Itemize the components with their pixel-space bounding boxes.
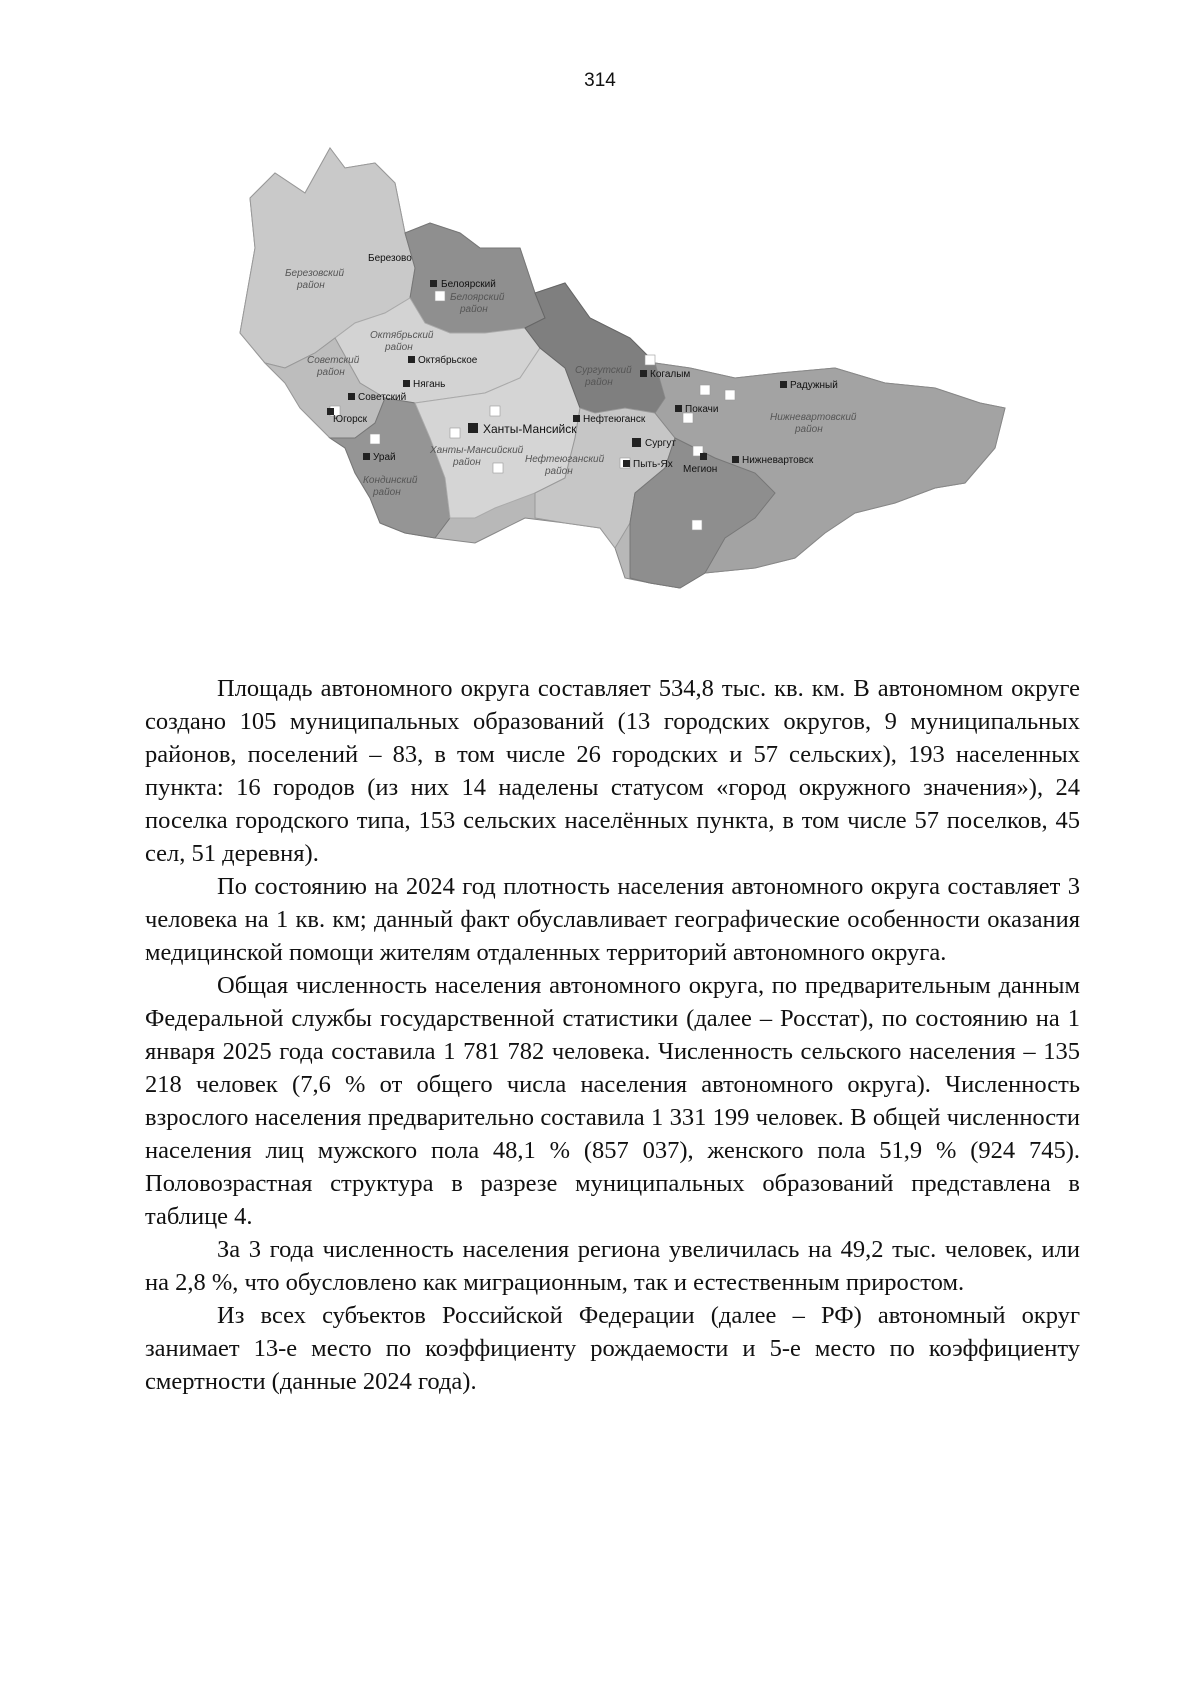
paragraph-area: Площадь автономного округа составляет 534,8 тыс. кв. км. В автономном округе создано 105 муниципальных образований (13 городских округов, 9 муниципальных районов, поселений – 83, в том числе 26 городских и 57 сельских), 193 населенных пункта: 16 городов (из них 14 наделены статусом «город окружного значения»), 24 поселка городского типа, 153 сельских населённых пункта, в том числе 57 поселков, 45 сел, 51 деревня).: [145, 675, 1080, 867]
region-label-oktyabrsky-1: Октябрьский: [370, 330, 434, 341]
district-map-svg: [235, 138, 1110, 638]
district-map: [235, 138, 1110, 638]
region-label-berezovsky-1: Березовский: [285, 268, 345, 279]
region-label-nizhnevartovsky-1: Нижневартовский: [770, 412, 857, 423]
city-label-pokachi: Покачи: [685, 404, 719, 415]
city-label-beloyarsky: Белоярский: [441, 279, 496, 290]
region-label-berezovsky-2: район: [297, 280, 325, 291]
page-number: 314: [584, 70, 616, 91]
city-label-kogalym: Когалым: [650, 369, 691, 380]
region-beloyarsky: [405, 223, 545, 333]
region-label-nizhnevartovsky-2: район: [795, 424, 823, 435]
region-label-beloyarsky-1: Белоярский: [450, 292, 505, 303]
city-label-raduzhny: Радужный: [790, 380, 838, 391]
city-label-uray: Урай: [373, 452, 396, 463]
city-label-megion: Мегион: [683, 464, 718, 475]
city-label-nefteyugansk: Нефтеюганск: [583, 414, 646, 425]
region-label-sovetsky-2: район: [317, 367, 345, 378]
city-label-pyt-yakh: Пыть-Ях: [633, 459, 673, 470]
paragraph-population: Общая численность населения автономного округа, по предварительным данным Федеральной службы государственной статистики (далее – Росстат), по состоянию на 1 января 2025 года составила 1 781 782 человека. Численность сельского населения – 135 218 человек (7,6 % от общего числа населения автономного округа). Численность взрослого населения предварительно составила 1 331 199 человек. В общей численности населения лиц мужского пола 48,1 % (857 037), женского пола 51,9 % (924 745). Половозрастная структура в разрезе муниципальных образований представлена в таблице 4.: [145, 972, 1080, 1230]
region-label-kondinsky-1: Кондинский: [363, 475, 418, 486]
city-label-berezovo: Березово: [368, 253, 412, 264]
city-label-yugorsk: Югорск: [333, 414, 368, 425]
paragraph-growth: За 3 года численность населения региона увеличилась на 49,2 тыс. человек, или на 2,8 %, что обусловлено как миграционным, так и естественным приростом.: [145, 1236, 1080, 1296]
region-label-nefteyugansky-2: район: [545, 466, 573, 477]
region-label-sovetsky-1: Советский: [307, 355, 360, 366]
region-label-khm-2: район: [453, 457, 481, 468]
city-label-nyagan: Нягань: [413, 379, 446, 390]
city-label-oktyabrskoye: Октябрьское: [418, 355, 478, 366]
region-label-oktyabrsky-2: район: [385, 342, 413, 353]
region-label-nefteyugansky-1: Нефтеюганский: [525, 454, 605, 465]
document-body: [145, 672, 1080, 1398]
region-label-beloyarsky-2: район: [460, 304, 488, 315]
region-label-khm-1: Ханты-Мансийский: [430, 445, 524, 456]
region-label-kondinsky-2: район: [373, 487, 401, 498]
city-label-nizhnevartovsk: Нижневартовск: [742, 455, 814, 466]
city-label-surgut: Сургут: [645, 438, 676, 449]
paragraph-density: По состоянию на 2024 год плотность населения автономного округа составляет 3 человека на 1 кв. км; данный факт обуславливает географические особенности оказания медицинской помощи жителям отдаленных территорий автономного округа.: [145, 873, 1080, 966]
paragraph-ranking: Из всех субъектов Российской Федерации (далее – РФ) автономный округ занимает 13-е место по коэффициенту рождаемости и 5-е место по коэффициенту смертности (данные 2024 года).: [145, 1302, 1080, 1395]
city-label-sovetsky: Советский: [358, 392, 407, 403]
city-label-khanty-mansiysk: Ханты-Мансийск: [483, 422, 577, 436]
region-label-surgutsky-1: Сургутский: [575, 365, 632, 376]
region-label-surgutsky-2: район: [585, 377, 613, 388]
